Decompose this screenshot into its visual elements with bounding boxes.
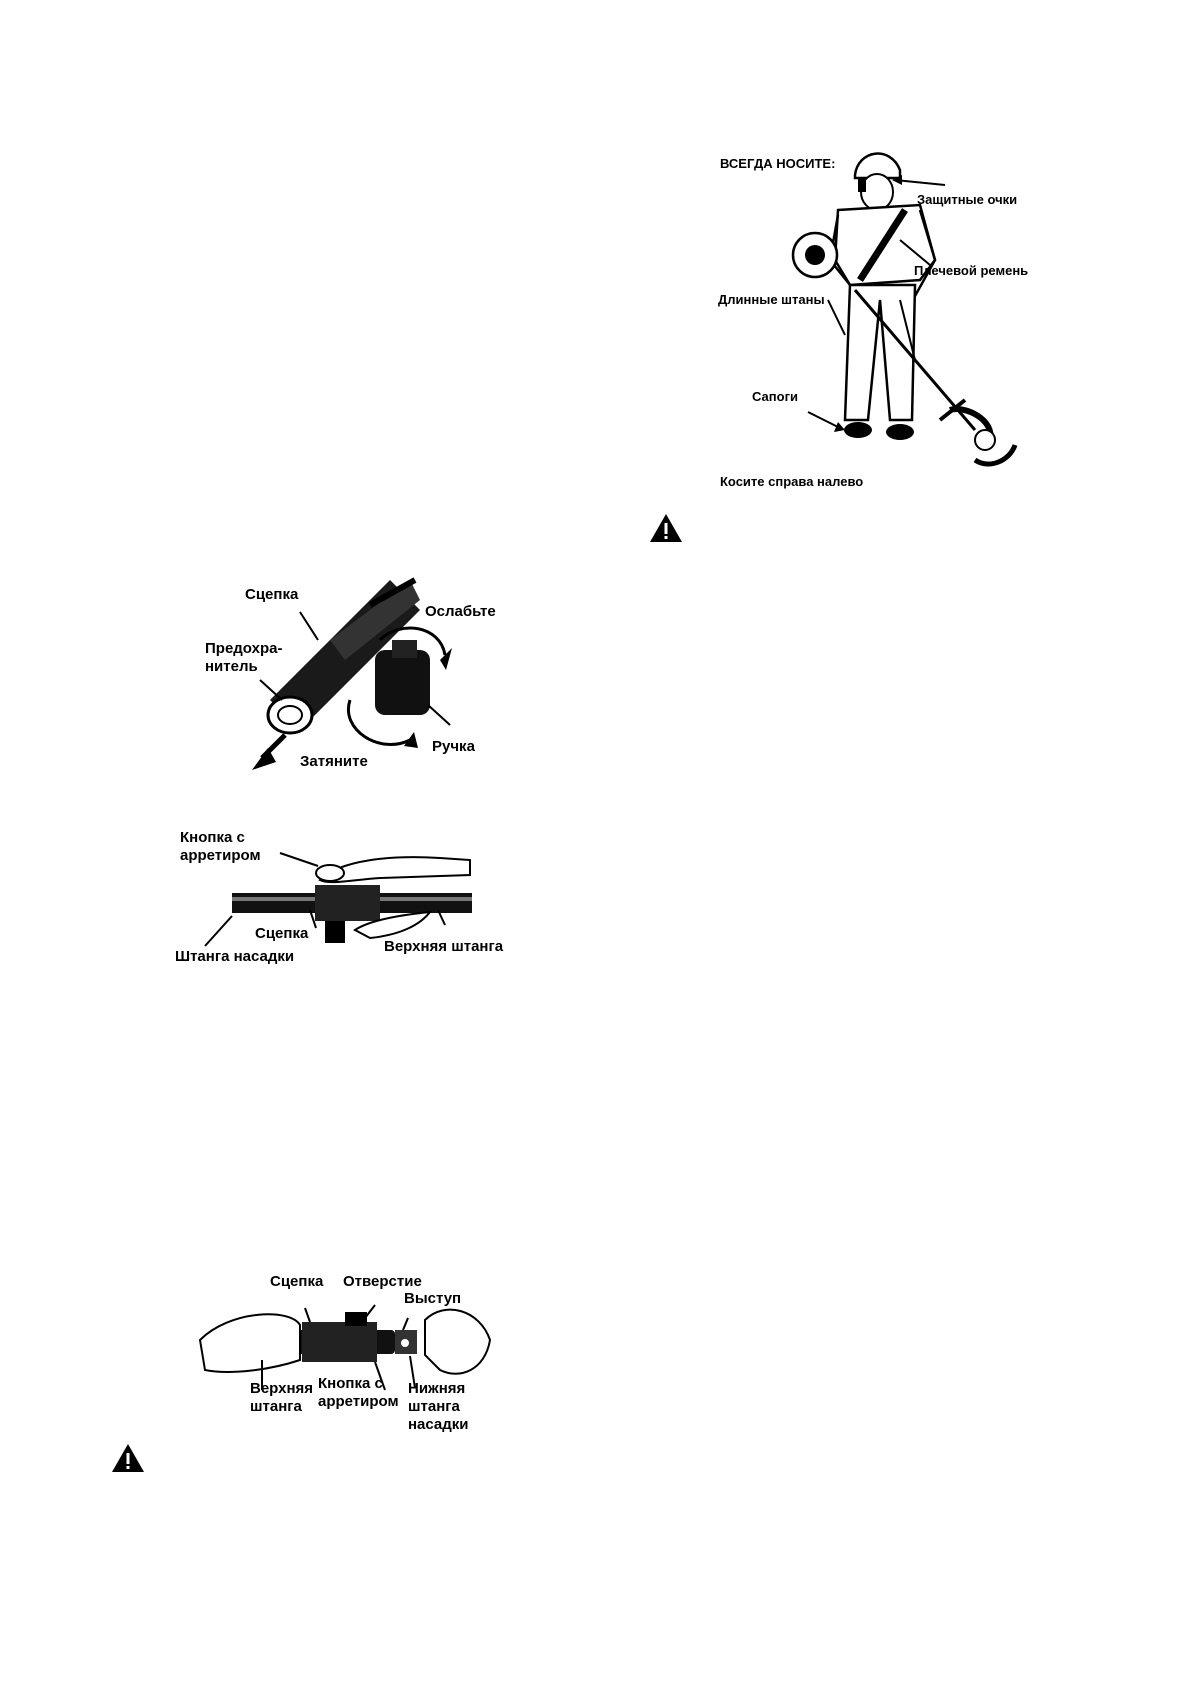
label-loosen: Ослабьте xyxy=(425,603,496,620)
label-lower-shaft: Нижняя штанга насадки xyxy=(408,1380,469,1433)
warning-triangle-icon xyxy=(648,512,684,544)
label-coupling-2: Сцепка xyxy=(255,925,309,942)
label-knob: Ручка xyxy=(432,738,475,755)
label-mow-direction: Косите справа налево xyxy=(720,474,864,489)
label-coupling-3: Сцепка xyxy=(270,1273,324,1290)
label-coupling: Сцепка xyxy=(245,586,299,603)
label-lock-button-3: Кнопка с арретиром xyxy=(318,1375,399,1410)
label-lock-button: Кнопка с арретиром xyxy=(180,829,261,864)
warning-triangle-icon xyxy=(110,1442,146,1474)
label-attachment-shaft: Штанга насадки xyxy=(175,948,295,965)
label-upper-shaft-3: Верхняя штанга xyxy=(250,1380,314,1415)
label-tighten: Затяните xyxy=(300,753,368,770)
label-hole: Отверстие xyxy=(343,1273,422,1290)
label-long-pants: Длинные штаны xyxy=(718,292,825,307)
label-shoulder-strap: Плечевой ремень xyxy=(914,263,1029,278)
lock-button-figure xyxy=(205,853,472,946)
label-guard: Предохра- нитель xyxy=(205,640,283,675)
label-goggles: Защитные очки xyxy=(917,192,1018,207)
label-boots: Сапоги xyxy=(752,389,798,404)
label-protrusion: Выступ xyxy=(404,1290,462,1307)
label-always-wear: ВСЕГДА НОСИТЕ: xyxy=(720,156,836,171)
label-upper-shaft: Верхняя штанга xyxy=(384,938,504,955)
